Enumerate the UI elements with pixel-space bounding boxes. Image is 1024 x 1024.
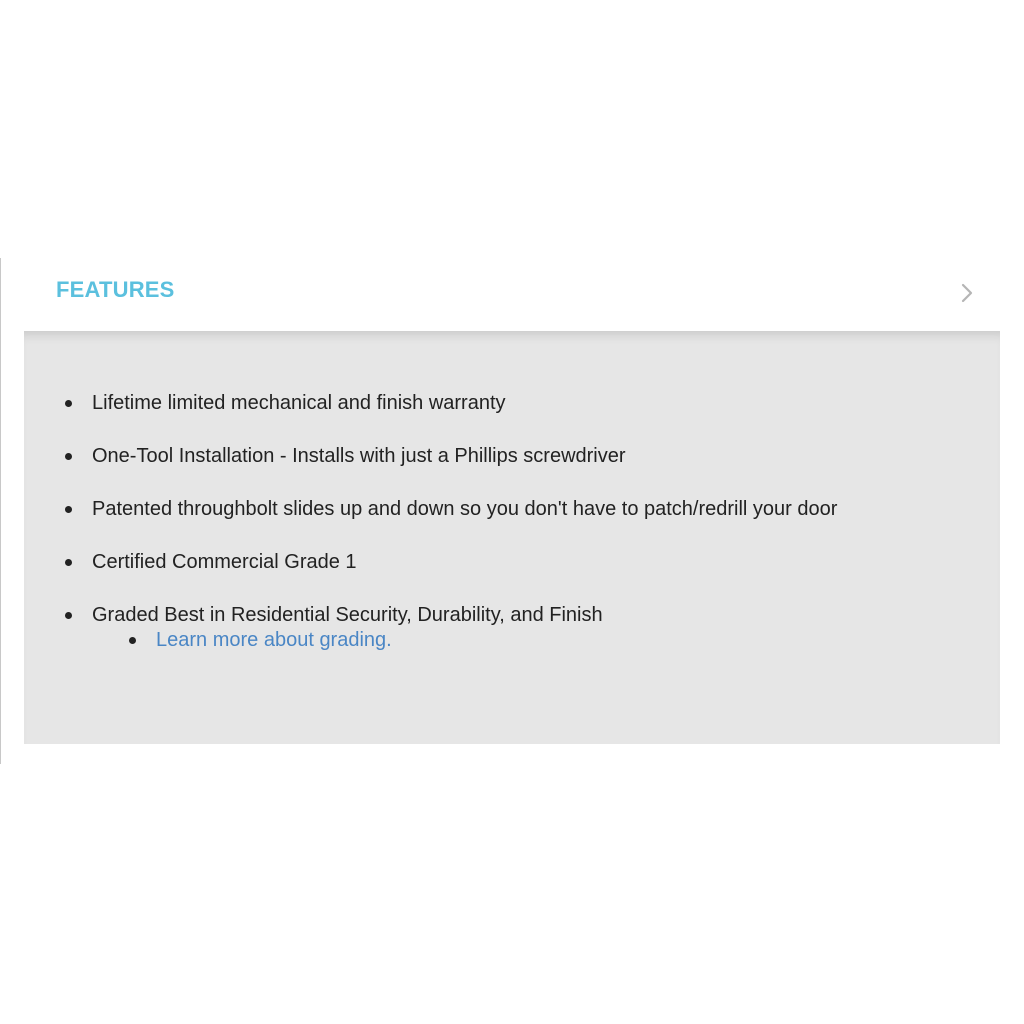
- feature-sub-list: [92, 627, 980, 653]
- feature-item: [62, 548, 980, 576]
- feature-text: Patented throughbolt slides up and down so you don't have to patch/redrill your door: [92, 498, 838, 520]
- feature-item: [62, 389, 980, 417]
- bullet-icon: [65, 400, 72, 407]
- features-accordion-header[interactable]: [24, 258, 1000, 331]
- chevron-right-icon[interactable]: [960, 282, 974, 304]
- features-accordion: [24, 258, 1000, 744]
- features-panel: [24, 331, 1000, 744]
- bullet-icon: [65, 506, 72, 513]
- feature-item: [62, 495, 980, 523]
- bullet-icon: [129, 637, 136, 644]
- feature-list: [62, 389, 980, 678]
- bullet-icon: [65, 559, 72, 566]
- sub-list-item: [92, 627, 980, 653]
- left-divider: [0, 258, 1, 764]
- bullet-icon: [65, 612, 72, 619]
- feature-text: Lifetime limited mechanical and finish warranty: [92, 392, 506, 414]
- feature-item: [62, 442, 980, 470]
- bullet-icon: [65, 453, 72, 460]
- feature-item: [62, 601, 980, 653]
- learn-more-grading-link[interactable]: Learn more about grading.: [156, 629, 392, 651]
- feature-text: Certified Commercial Grade 1: [92, 551, 357, 573]
- features-title: FEATURES: [56, 277, 175, 302]
- feature-text: One-Tool Installation - Installs with just a Phillips screwdriver: [92, 445, 626, 467]
- feature-text: Graded Best in Residential Security, Durability, and Finish: [92, 604, 603, 626]
